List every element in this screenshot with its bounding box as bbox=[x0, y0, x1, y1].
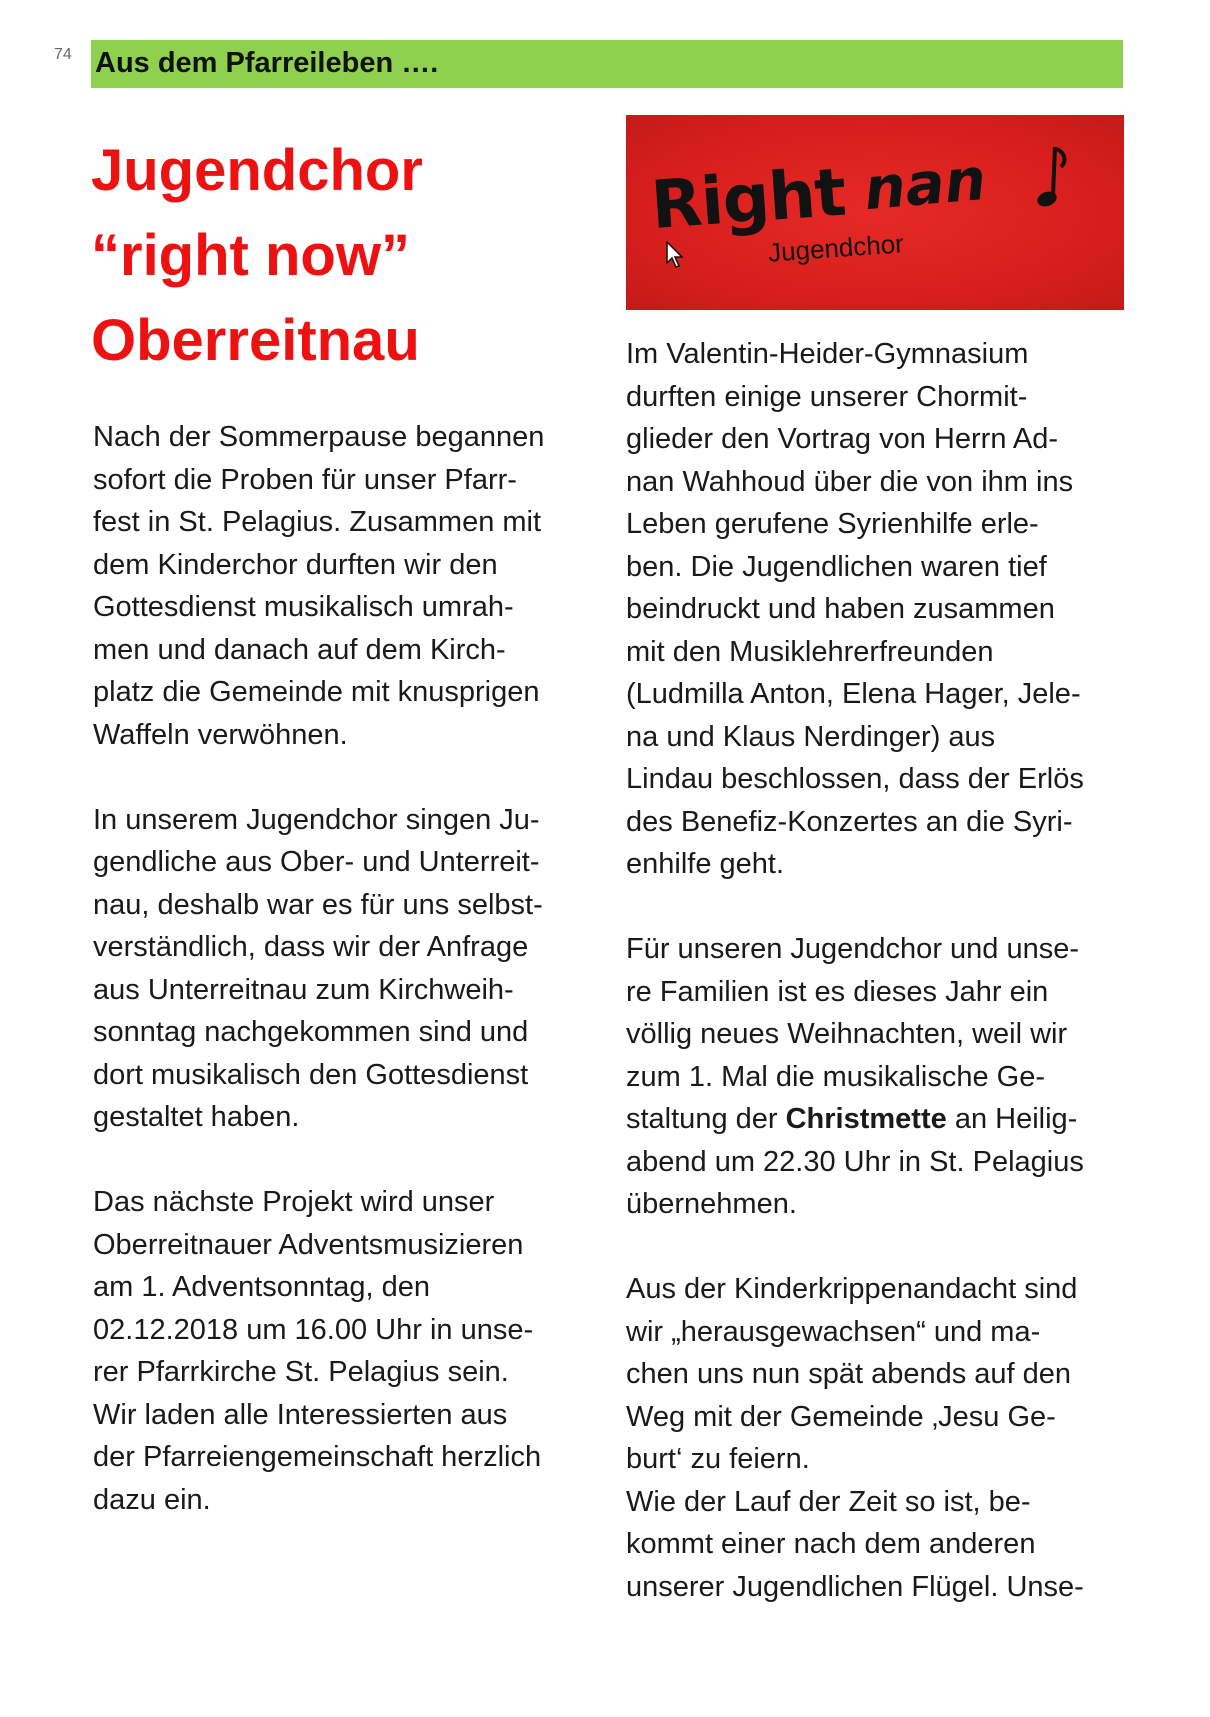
text-line: chen uns nun spät abends auf den bbox=[626, 1358, 1072, 1390]
headline-line-1: Jugendchor bbox=[91, 138, 423, 203]
left-text-column bbox=[93, 416, 593, 1521]
headline-line-3: Oberreitnau bbox=[91, 308, 420, 373]
text-line: dazu ein. bbox=[93, 1483, 211, 1516]
headline-line-2: “right now” bbox=[91, 223, 410, 288]
text-line: Im Valentin-Heider-Gymnasium bbox=[626, 338, 1029, 370]
text-line: rer Pfarrkirche St. Pelagius sein. bbox=[93, 1356, 509, 1388]
text-line: gendliche aus Ober- und Unterreit- bbox=[93, 846, 540, 878]
bold-line bbox=[626, 1098, 1126, 1141]
text-line: (Ludmilla Anton, Elena Hager, Jele- bbox=[626, 678, 1081, 710]
text-line: ben. Die Jugendlichen waren tief bbox=[626, 550, 1047, 583]
text-line: Das nächste Projekt wird unser bbox=[93, 1186, 495, 1218]
text-line: abend um 22.30 Uhr in St. Pelagius bbox=[626, 1145, 1084, 1178]
text-line: wir „herausgewachsen“ und ma- bbox=[626, 1315, 1041, 1348]
bold-word-christmette: Christmette bbox=[785, 1103, 947, 1135]
text-line: enhilfe geht. bbox=[626, 848, 785, 880]
text-line: übernehmen. bbox=[626, 1188, 797, 1220]
text-line: 02.12.2018 um 16.00 Uhr in unse- bbox=[93, 1313, 534, 1346]
text-line: Wir laden alle Interessierten aus bbox=[93, 1398, 508, 1431]
text-line: men und danach auf dem Kirch- bbox=[93, 633, 506, 666]
text-line: In unserem Jugendchor singen Ju- bbox=[93, 803, 540, 836]
text-line: des Benefiz-Konzertes an die Syri- bbox=[626, 805, 1073, 838]
text-line: Aus der Kinderkrippenandacht sind bbox=[626, 1273, 1078, 1305]
text-line: mit den Musiklehrerfreunden bbox=[626, 635, 994, 668]
text-line: gestaltet haben. bbox=[93, 1101, 300, 1133]
section-title: Aus dem Pfarreileben …. bbox=[95, 47, 439, 79]
paragraph-gap bbox=[626, 1226, 1126, 1269]
text-line: glieder den Vortrag von Herrn Ad- bbox=[626, 423, 1059, 455]
text-line: re Familien ist es dieses Jahr ein bbox=[626, 975, 1049, 1008]
music-note-icon bbox=[1031, 143, 1071, 213]
text-line: kommt einer nach dem anderen bbox=[626, 1528, 1036, 1560]
logo-subtitle: Jugendchor bbox=[767, 228, 905, 268]
logo-word-now: nan bbox=[861, 144, 989, 224]
choir-logo-photo bbox=[626, 115, 1124, 310]
text-line: unserer Jugendlichen Flügel. Unse- bbox=[626, 1570, 1084, 1603]
right-text-column bbox=[626, 333, 1126, 1608]
article-headline bbox=[91, 128, 571, 383]
logo-word-right: Right bbox=[648, 153, 848, 244]
text-line: Wie der Lauf der Zeit so ist, be- bbox=[626, 1485, 1031, 1518]
text-line: der Pfarreiengemeinschaft herzlich bbox=[93, 1441, 542, 1473]
text-after-bold: an Heilig- bbox=[946, 1103, 1078, 1135]
text-line: sofort die Proben für unser Pfarr- bbox=[93, 463, 517, 496]
text-line: na und Klaus Nerdinger) aus bbox=[626, 720, 996, 753]
text-line: durften einige unserer Chormit- bbox=[626, 380, 1028, 413]
text-line: Leben gerufene Syrienhilfe erle- bbox=[626, 508, 1039, 540]
text-line: völlig neues Weihnachten, weil wir bbox=[626, 1018, 1068, 1050]
text-line: beindruckt und haben zusammen bbox=[626, 593, 1055, 625]
text-line: dem Kinderchor durften wir den bbox=[93, 548, 498, 581]
paragraph-gap bbox=[93, 1139, 593, 1182]
text-line: burt‘ zu feiern. bbox=[626, 1443, 810, 1475]
paragraph-gap bbox=[626, 886, 1126, 929]
paragraph-gap bbox=[93, 756, 593, 799]
text-line: dort musikalisch den Gottesdienst bbox=[93, 1058, 529, 1091]
text-line: Gottesdienst musikalisch umrah- bbox=[93, 591, 514, 623]
mouse-cursor-icon bbox=[666, 241, 686, 269]
text-line: verständlich, dass wir der Anfrage bbox=[93, 931, 529, 963]
text-line: aus Unterreitnau zum Kirchweih- bbox=[93, 973, 514, 1006]
text-line: platz die Gemeinde mit knusprigen bbox=[93, 676, 540, 708]
text-line: fest in St. Pelagius. Zusammen mit bbox=[93, 506, 542, 538]
text-line: zum 1. Mal die musikalische Ge- bbox=[626, 1060, 1046, 1093]
text-line: Waffeln verwöhnen. bbox=[93, 718, 348, 751]
section-header-bar bbox=[91, 40, 1123, 88]
text-before-bold: staltung der bbox=[626, 1103, 786, 1135]
text-line: sonntag nachgekommen sind und bbox=[93, 1016, 529, 1048]
text-line: Lindau beschlossen, dass der Erlös bbox=[626, 763, 1084, 795]
text-line: Nach der Sommerpause begannen bbox=[93, 421, 545, 453]
text-line: Oberreitnauer Adventsmusizieren bbox=[93, 1228, 524, 1261]
page-number: 74 bbox=[54, 46, 72, 63]
text-line: Weg mit der Gemeinde ‚Jesu Ge- bbox=[626, 1400, 1056, 1433]
text-line: nan Wahhoud über die von ihm ins bbox=[626, 465, 1074, 498]
text-line: am 1. Adventsonntag, den bbox=[93, 1271, 430, 1303]
text-line: Für unseren Jugendchor und unse- bbox=[626, 933, 1080, 965]
text-line: nau, deshalb war es für uns selbst- bbox=[93, 888, 543, 921]
